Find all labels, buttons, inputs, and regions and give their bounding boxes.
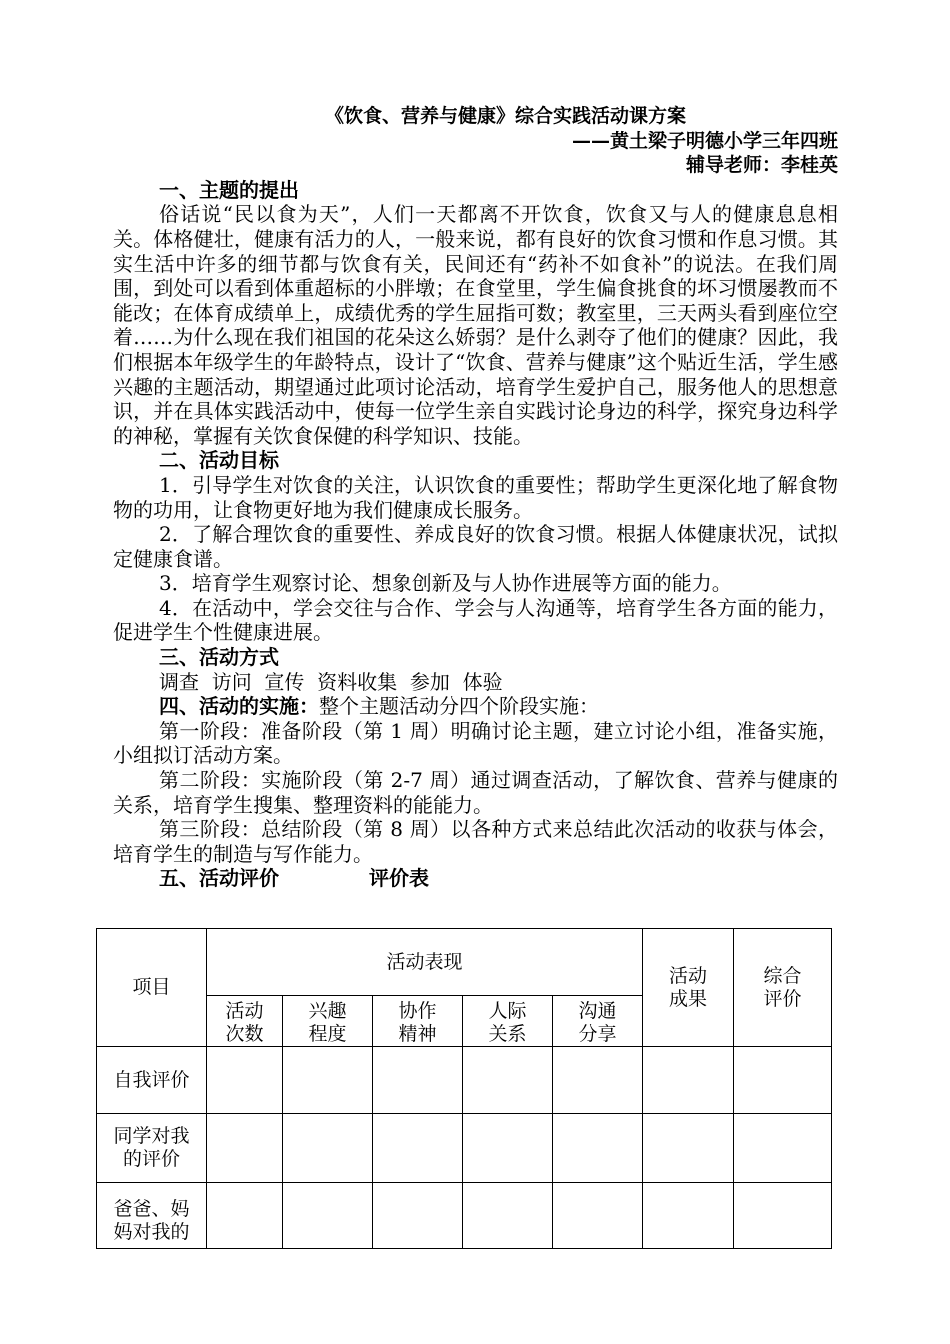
header-item: 项目 bbox=[97, 929, 207, 1047]
section-4-line bbox=[113, 694, 838, 719]
table-cell bbox=[643, 1114, 734, 1183]
stage-item: 第三阶段：总结阶段（第 8 周）以各种方式来总结此次活动的收获与体会，培育学生的制造与写作能力。 bbox=[113, 817, 838, 866]
sub-header: 活动 次数 bbox=[207, 996, 283, 1047]
section-3-heading: 三、活动方式 bbox=[159, 645, 279, 670]
table-cell bbox=[207, 1047, 283, 1114]
sub-header: 人际 关系 bbox=[463, 996, 553, 1047]
table-cell bbox=[553, 1183, 643, 1249]
section-5-heading: 五、活动评价 bbox=[159, 866, 279, 891]
table-cell bbox=[207, 1183, 283, 1249]
row-label: 同学对我 的评价 bbox=[97, 1114, 207, 1183]
teacher-line: 辅导老师：李桂英 bbox=[685, 154, 838, 177]
table-cell bbox=[463, 1114, 553, 1183]
table-row bbox=[97, 1114, 832, 1183]
sub-header: 兴趣 程度 bbox=[283, 996, 373, 1047]
page-title: 《饮食、营养与健康》综合实践活动课方案 bbox=[324, 105, 686, 127]
goal-item: 4．在活动中，学会交往与合作、学会与人沟通等，培育学生各方面的能力，促进学生个性健康进展。 bbox=[113, 595, 838, 645]
sub-header: 协作 精神 bbox=[373, 996, 463, 1047]
table-cell bbox=[463, 1047, 553, 1114]
evaluation-table-wrap bbox=[96, 928, 832, 1249]
table-cell bbox=[207, 1114, 283, 1183]
table-row bbox=[97, 1047, 832, 1114]
table-cell bbox=[553, 1114, 643, 1183]
stage-item: 第二阶段：实施阶段（第 2-7 周）通过调查活动，了解饮食、营养与健康的关系，培育学生搜集、整理资料的能能力。 bbox=[113, 768, 838, 817]
section-1-body: 俗话说“民以食为天”，人们一天都离不开饮食，饮食又与人的健康息息相关。体格健壮，健康有活力的人，一般来说，都有良好的饮食习惯和作息习惯。其实生活中许多的细节都与饮食有关，民间还有“药补不如食补”的说法。在我们周围，到处可以看到体重超标的小胖墩；在食堂里，学生偏食挑食的坏习惯屡教而不能改；在体育成绩单上，成绩优秀的学生屈指可数；教室里，三天两头看到座位空着……为什么现在我们祖国的花朵这么娇弱？是什么剥夺了他们的健康？因此，我们根据本年级学生的年龄特点，设计了“饮食、营养与健康”这个贴近生活，学生感兴趣的主题活动，期望通过此项讨论活动，培育学生爱护自己，服务他人的思想意识，并在具体实践活动中，使每一位学生亲自实践讨论身边的科学，探究身边科学的神秘，掌握有关饮食保健的科学知识、技能。 bbox=[113, 202, 838, 448]
goal-item: 2．了解合理饮食的重要性、养成良好的饮食习惯。根据人体健康状况，试拟定健康食谱。 bbox=[113, 522, 838, 571]
table-cell bbox=[734, 1047, 832, 1114]
table-cell bbox=[373, 1183, 463, 1249]
evaluation-table bbox=[96, 928, 832, 1249]
table-cell bbox=[463, 1183, 553, 1249]
goal-item: 1．引导学生对饮食的关注，认识饮食的重要性；帮助学生更深化地了解食物物的功用，让食物更好地为我们健康成长服务。 bbox=[113, 472, 838, 522]
table-title: 评价表 bbox=[369, 866, 429, 891]
table-row bbox=[97, 1183, 832, 1249]
section-1-heading: 一、主题的提出 bbox=[159, 177, 299, 202]
header-result: 活动 成果 bbox=[643, 929, 734, 1047]
sub-header: 沟通 分享 bbox=[553, 996, 643, 1047]
header-performance: 活动表现 bbox=[207, 929, 643, 996]
header-overall: 综合 评价 bbox=[734, 929, 832, 1047]
section-4-heading: 四、活动的实施： bbox=[159, 694, 319, 719]
row-label: 自我评价 bbox=[97, 1047, 207, 1114]
section-2-heading: 二、活动目标 bbox=[159, 448, 279, 473]
table-cell bbox=[283, 1114, 373, 1183]
table-cell bbox=[734, 1183, 832, 1249]
school-line: ——黄土梁子明德小学三年四班 bbox=[571, 129, 838, 152]
row-label: 爸爸、妈 妈对我的 bbox=[97, 1183, 207, 1249]
table-cell bbox=[283, 1047, 373, 1114]
table-cell bbox=[734, 1114, 832, 1183]
goal-item: 3．培育学生观察讨论、想象创新及与人协作进展等方面的能力。 bbox=[159, 571, 732, 596]
table-cell bbox=[283, 1183, 373, 1249]
document-body bbox=[113, 104, 838, 891]
table-cell bbox=[643, 1047, 734, 1114]
section-4-intro: 整个主题活动分四个阶段实施： bbox=[319, 694, 599, 719]
table-cell bbox=[553, 1047, 643, 1114]
stage-item: 第一阶段：准备阶段（第 1 周）明确讨论主题，建立讨论小组，准备实施，小组拟订活动方案。 bbox=[113, 718, 838, 768]
section-5-line bbox=[113, 866, 838, 891]
activity-methods: 调查 访问 宣传 资料收集 参加 体验 bbox=[159, 669, 503, 694]
table-cell bbox=[373, 1047, 463, 1114]
table-cell bbox=[373, 1114, 463, 1183]
table-cell bbox=[643, 1183, 734, 1249]
